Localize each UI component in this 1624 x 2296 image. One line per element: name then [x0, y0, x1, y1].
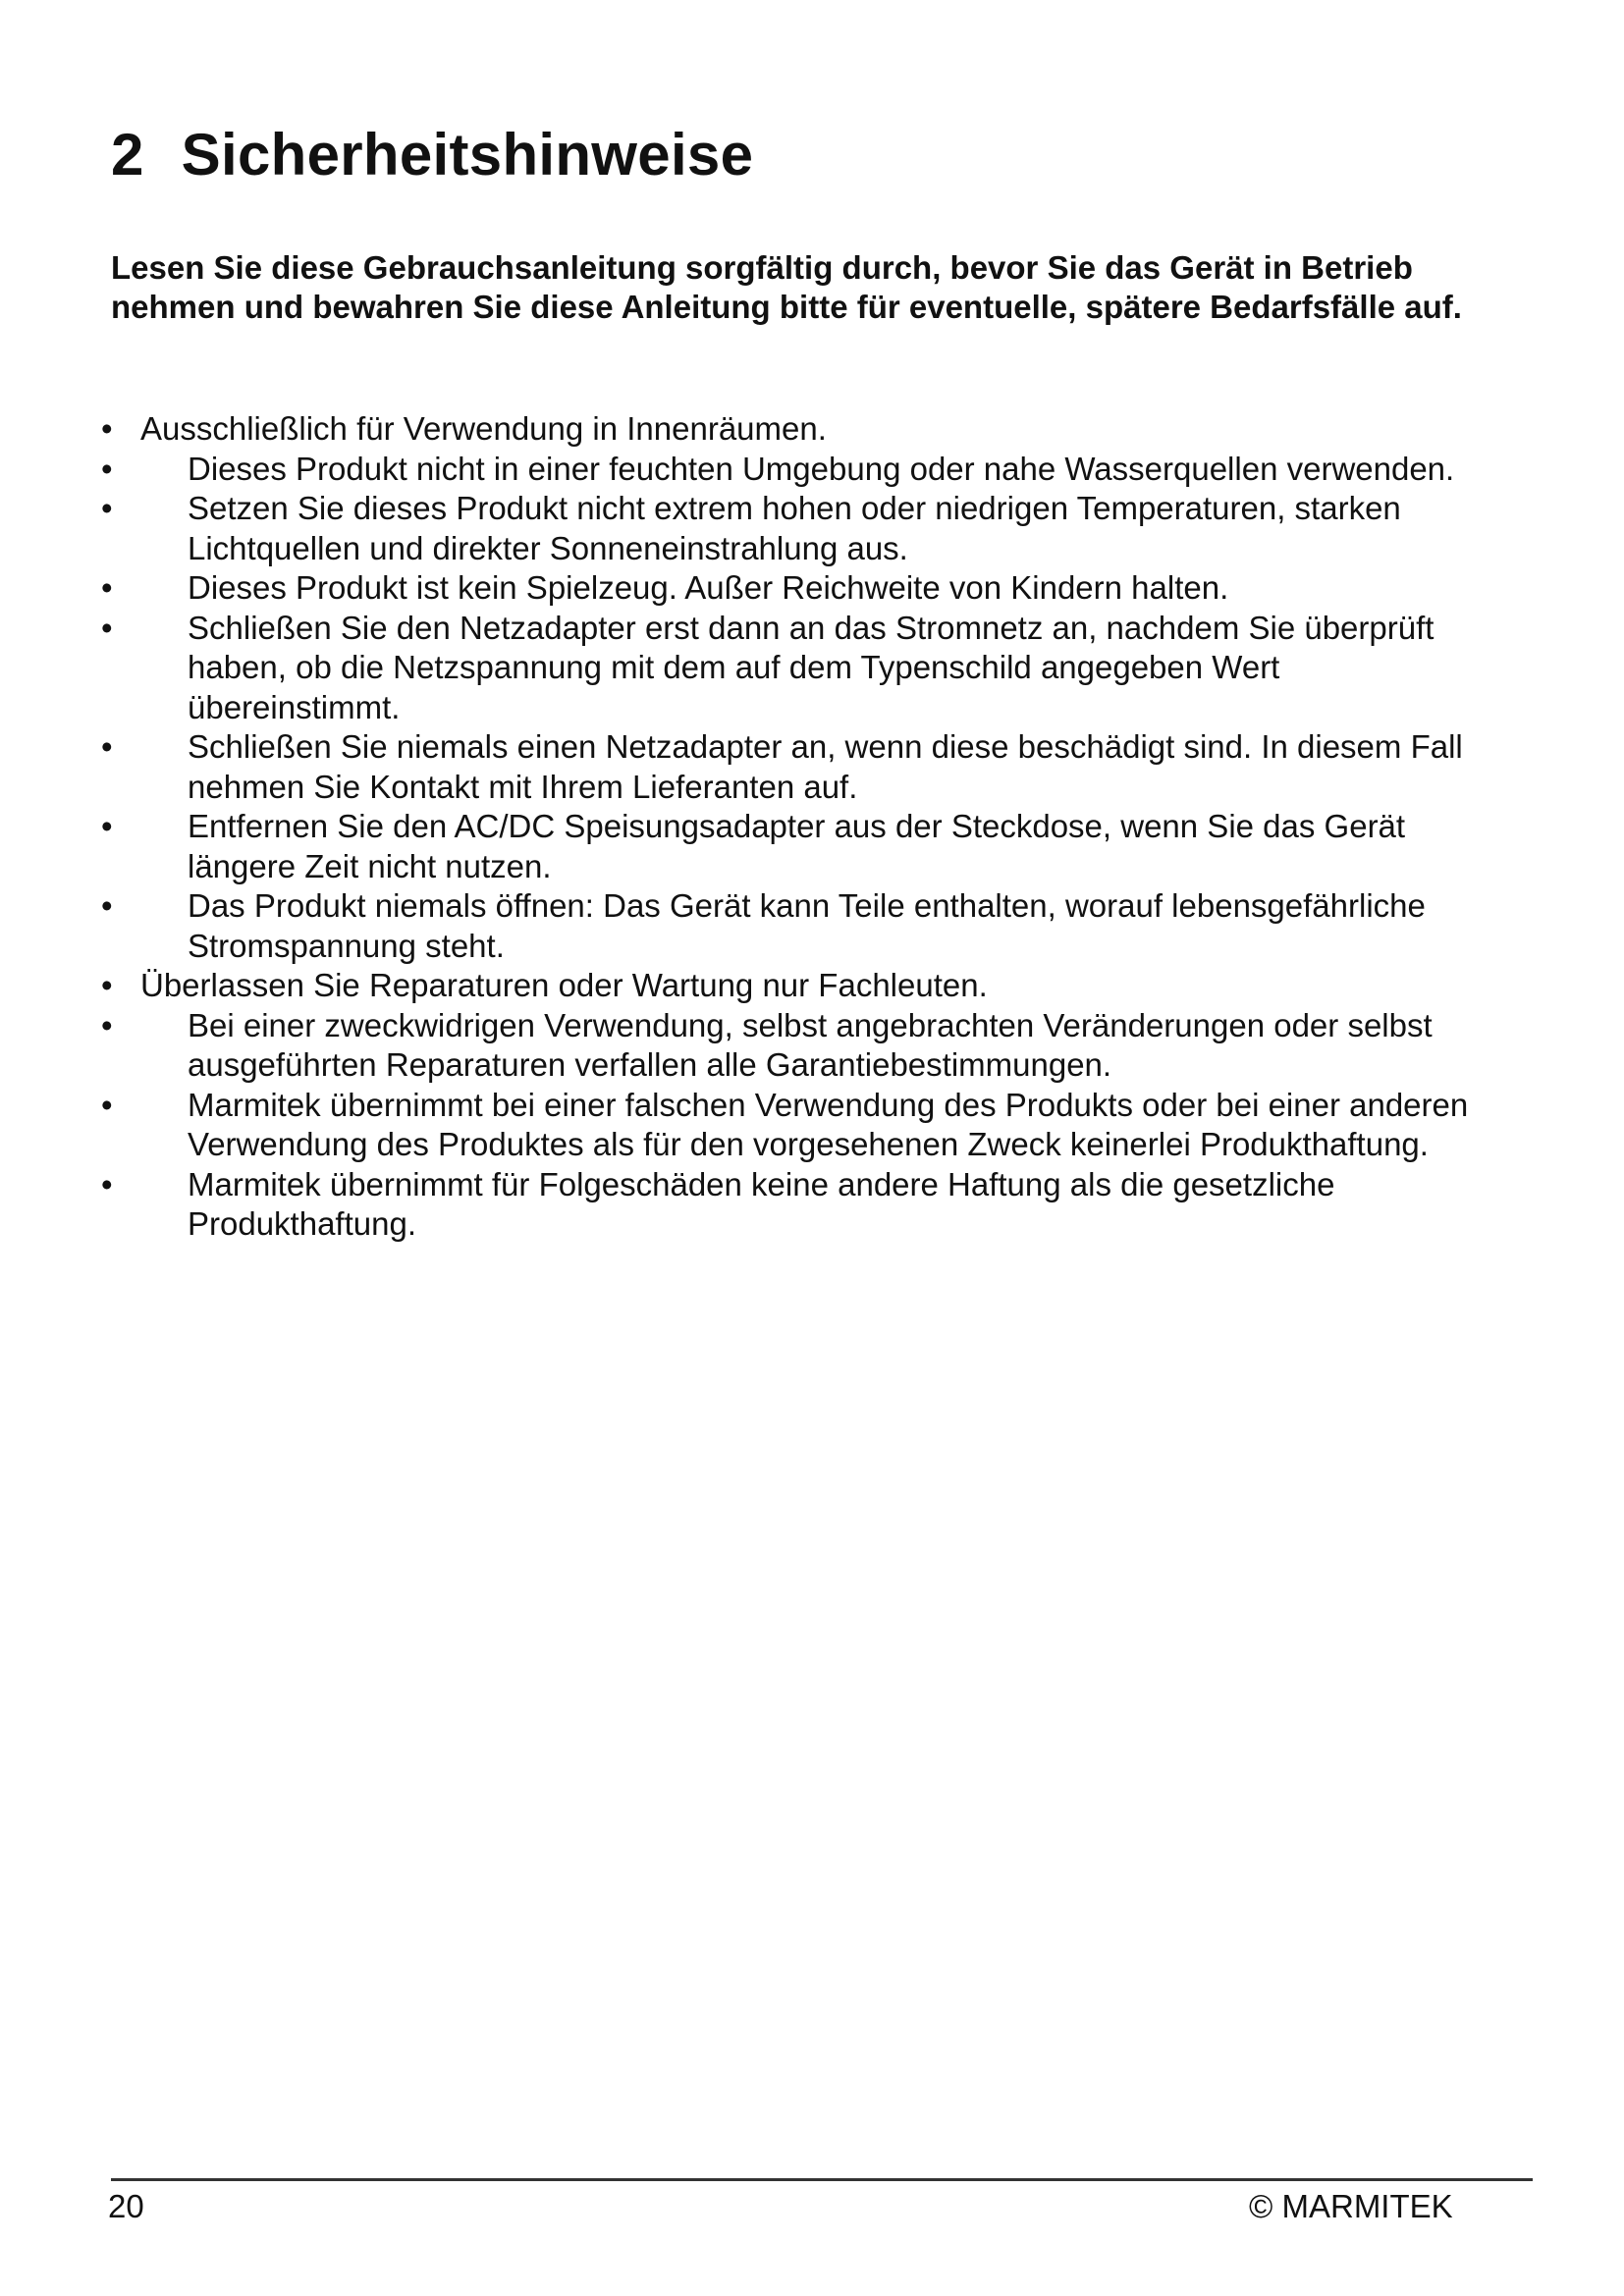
list-item: [101, 966, 1495, 1006]
list-item-text: Dieses Produkt nicht in einer feuchten Umgebung oder nahe Wasserquellen verwenden.: [188, 450, 1455, 487]
bullet-icon: •: [101, 887, 113, 924]
bullet-icon: •: [101, 1006, 113, 1043]
bullet-icon: •: [101, 728, 113, 765]
intro-paragraph: Lesen Sie diese Gebrauchsanleitung sorgfältig durch, bevor Sie das Gerät in Betrieb nehmen und bewahren Sie diese Anleitung bitte für eventuelle, spätere Bedarfsfälle auf.: [111, 249, 1462, 325]
list-item: [101, 489, 1495, 568]
page-number: 20: [108, 2188, 144, 2224]
bullet-icon: •: [101, 967, 113, 1003]
list-item: [101, 609, 1495, 728]
list-item-text: Bei einer zweckwidrigen Verwendung, selbst angebrachten Veränderungen oder selbst ausgeführten Reparaturen verfallen alle Garantiebestimmungen.: [188, 1006, 1433, 1083]
bullet-icon: •: [101, 1086, 113, 1123]
list-item: [101, 1006, 1495, 1086]
list-item-text: Marmitek übernimmt für Folgeschäden keine andere Haftung als die gesetzliche Produkthaftung.: [188, 1165, 1335, 1242]
bullet-icon: •: [101, 490, 113, 526]
bullet-icon: •: [101, 410, 113, 447]
list-item: [101, 807, 1495, 886]
list-item-text: Entfernen Sie den AC/DC Speisungsadapter aus der Steckdose, wenn Sie das Gerät längere Zeit nicht nutzen.: [188, 808, 1406, 884]
bullet-icon: •: [101, 808, 113, 844]
list-item: [101, 450, 1495, 490]
list-item: [101, 727, 1495, 807]
list-item-text: Schließen Sie den Netzadapter erst dann an das Stromnetz an, nachdem Sie überprüft haben, ob die Netzspannung mit dem auf dem Typenschild angegeben Wert übereinstimmt.: [188, 609, 1435, 725]
bullet-icon: •: [101, 450, 113, 487]
list-item: [101, 409, 1495, 450]
section-number: 2: [111, 122, 144, 187]
footer-divider: [111, 2178, 1533, 2181]
copyright-notice: © MARMITEK: [1249, 2188, 1453, 2224]
list-item-text: Setzen Sie dieses Produkt nicht extrem hohen oder niedrigen Temperaturen, starken Lichtquellen und direkter Sonneneinstrahlung aus.: [188, 490, 1401, 566]
bullet-icon: •: [101, 609, 113, 646]
safety-list: [101, 409, 1495, 1245]
list-item-text: Marmitek übernimmt bei einer falschen Verwendung des Produkts oder bei einer anderen Verwendung des Produktes als für den vorgesehenen Zweck keinerlei Produkthaftung.: [188, 1086, 1469, 1162]
section-title: Sicherheitshinweise: [181, 122, 754, 187]
bullet-icon: •: [101, 569, 113, 606]
list-item-text: Dieses Produkt ist kein Spielzeug. Außer Reichweite von Kindern halten.: [188, 569, 1229, 606]
bullet-icon: •: [101, 1165, 113, 1202]
list-item-text: Schließen Sie niemals einen Netzadapter an, wenn diese beschädigt sind. In diesem Fall nehmen Sie Kontakt mit Ihrem Lieferanten auf.: [188, 728, 1463, 805]
list-item-text: Das Produkt niemals öffnen: Das Gerät kann Teile enthalten, worauf lebensgefährliche Stromspannung steht.: [188, 887, 1426, 964]
section-heading: [111, 122, 754, 187]
list-item: [101, 568, 1495, 609]
list-item: [101, 1086, 1495, 1165]
list-item: [101, 886, 1495, 966]
list-item-text: Überlassen Sie Reparaturen oder Wartung nur Fachleuten.: [140, 967, 988, 1003]
list-item-text: Ausschließlich für Verwendung in Innenräumen.: [140, 410, 827, 447]
list-item: [101, 1165, 1495, 1245]
